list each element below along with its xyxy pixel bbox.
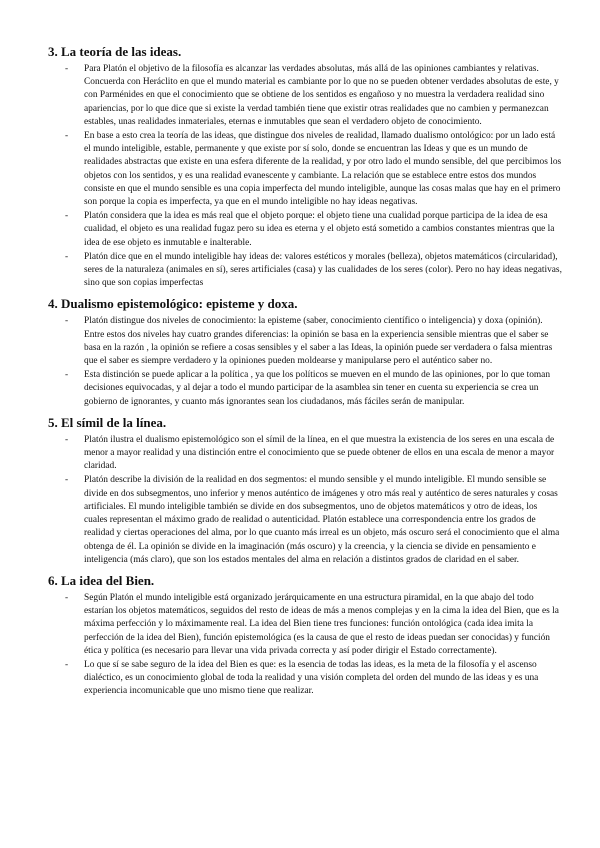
- section-title: 3. La teoría de las ideas.: [48, 44, 182, 59]
- list-item: [48, 130, 562, 209]
- section-5: [48, 415, 562, 567]
- paragraph-text: En base a esto crea la teoría de las ideas, que distingue dos niveles de realidad, llamado dualismo ontológico: por un lado está el mundo inteligible, estable, permanente y que existe por sí solo, donde se encuentran las Ideas y que es un mundo de realidades abstractas que existe en una esfera diferente de la realidad, y por otro lado el mundo sensible, del que percibimos los objetos con los sentidos, y es una realidad evanescente y cambiante. La relación que se establece entre estos dos mundos consiste en que el mundo sensible es una copia imperfecta del mundo inteligible, aunque las cosas malas que hay en el primero son porque la copia es imperfecta, ya que en el mundo inteligible no hay ideas negativas.: [84, 131, 562, 208]
- list-item: [48, 63, 562, 129]
- section-title: 6. La idea del Bien.: [48, 572, 155, 588]
- bullet-list: [48, 434, 562, 567]
- bullet-dash: -: [65, 659, 69, 670]
- bullet-dash: -: [65, 370, 69, 381]
- bullet-dash: -: [65, 434, 69, 445]
- paragraph-text: Platón describe la división de la realidad en dos segmentos: el mundo sensible y el mundo inteligible. El mundo sensible se divide en dos subsegmentos, uno inferior y menos auténtico de imágenes y otro más real y auténtico de seres naturales y cosas artificiales. El mundo inteligible también se divide en dos subsegmentos, uno de objetos matemáticos y otro de ideas, los cuales representan el máximo grado de realidad o autenticidad. Platón establece una correspondencia entre los grados de realidad y ciertas operaciones del alma, por lo que cuanto más irreal es un objeto, más oscuro será el conocimiento que el alma obtenga de él. La opinión se divide en la imaginación (más oscuro) y la creencia, y la ciencia se divide en pensamiento e inteligencia (más claro), que son los estados mentales del alma en relación a distintos grados de claridad en el saber.: [84, 475, 560, 565]
- document-body: [48, 44, 562, 699]
- bullet-list: [48, 63, 562, 290]
- paragraph-text: Platón dice que en el mundo inteligible hay ideas de: valores estéticos y morales (belleza), objetos matemáticos (circularidad), seres de la naturaleza (animales en sí), seres artificiales (casa) y las cualidades de los seres (color). Pero no hay ideas negativas, sino que son copias imperfectas: [84, 251, 562, 289]
- section-title: 4. Dualismo epistemológico: episteme y doxa.: [48, 296, 298, 312]
- list-item: [48, 592, 562, 658]
- list-item: [48, 251, 562, 291]
- paragraph-text: Platón distingue dos niveles de conocimiento: la episteme (saber, conocimiento científico o inteligencia) y doxa (opinión). Entre estos dos niveles hay cuatro grandes diferencias: la opinión se basa en la experiencia sensible mientras que el saber se basa en la razón , la opinión se refiere a cosas sensibles y el saber a las Ideas, la opinión puede ser verdadera o falsa mientras que el saber es siempre verdadero y la opiniones pueden moldearse y manipularse pero el auténtico saber no.: [84, 316, 553, 367]
- bullet-dash: -: [65, 251, 69, 262]
- list-item: [48, 434, 562, 474]
- section-title: 5. El símil de la línea.: [48, 414, 167, 430]
- bullet-dash: -: [65, 64, 69, 74]
- bullet-list: [48, 315, 562, 408]
- paragraph-text: Platón ilustra el dualismo epistemológico son el símil de la línea, en el que muestra la existencia de los seres en una escala de menor a mayor realidad y una distinción entre el conocimiento que se puede obtener de ellos en una escala de menor a mayor claridad.: [84, 434, 555, 472]
- list-item: [48, 474, 562, 566]
- paragraph-text: Según Platón el mundo inteligible está organizado jerárquicamente en una estructura piramidal, en la que abajo del todo estarían los objetos matemáticos, seguidos del resto de ideas de más a menos complejas y en la cima la idea del Bien, que es la máxima perfección y lo máximamente real. La idea del Bien tiene tres funciones: función ontológica (cada idea imita la perfección de la idea del Bien), función epistemológica (es la causa de que el resto de ideas puedan ser conocidas) y función ética y política (es necesario para llevar una vida privada correcta y así poder dirigir el Estado correctamente).: [84, 592, 559, 656]
- bullet-list: [48, 592, 562, 699]
- bullet-dash: -: [65, 211, 69, 222]
- paragraph-text: Platón considera que la idea es más real que el objeto porque: el objeto tiene una cualidad porque participa de la idea de esa cualidad, el objeto es una realidad fugaz pero su idea es eterna y el objeto está sometido a cambios constantes mientras que la idea de ese objeto es inmutable e inalterable.: [84, 211, 555, 248]
- paragraph-text: Para Platón el objetivo de la filosofía es alcanzar las verdades absolutas, más allá de las opiniones cambiantes y relativas. Concuerda con Heráclito en que el mundo material es cambiante por lo que no se pueden obtener verdades absolutas de este, y con Parménides en que el conocimiento que se obtiene de los sentidos es engañoso y no muestra la verdadera realidad sino apariencias, por lo que dice que si existe la verdad también tiene que existir otras realidades que no cambien y permanezcan estables, unas realidades inmateriales, eternas e inmutables que sean el verdadero objeto de conocimiento.: [84, 64, 559, 127]
- paragraph-text: Lo que sí se sabe seguro de la idea del Bien es que: es la esencia de todas las ideas, es la meta de la filosofía y el ascenso dialéctico, es un conocimiento global de toda la realidad y una visión completa del orden del mundo de las ideas y es una experiencia incomunicable que uno mismo tiene que realizar.: [84, 659, 539, 697]
- bullet-dash: -: [65, 316, 69, 327]
- section-3: [48, 44, 562, 290]
- list-item: [48, 369, 562, 409]
- bullet-dash: -: [65, 475, 69, 486]
- list-item: [48, 659, 562, 699]
- bullet-dash: -: [65, 592, 69, 603]
- section-4: [48, 296, 562, 408]
- bullet-dash: -: [65, 131, 69, 142]
- list-item: [48, 210, 562, 250]
- paragraph-text: Esta distinción se puede aplicar a la política , ya que los políticos se mueven en el mundo de las opiniones, por lo que toman decisiones equivocadas, y al dejar a todo el mundo participar de la asamblea sin tener en cuenta su experiencia se crea un gobierno de ignorantes, y cuanto más ignorantes sean los ciudadanos, más fáciles serán de manipular.: [84, 370, 551, 407]
- section-6: [48, 573, 562, 699]
- list-item: [48, 315, 562, 368]
